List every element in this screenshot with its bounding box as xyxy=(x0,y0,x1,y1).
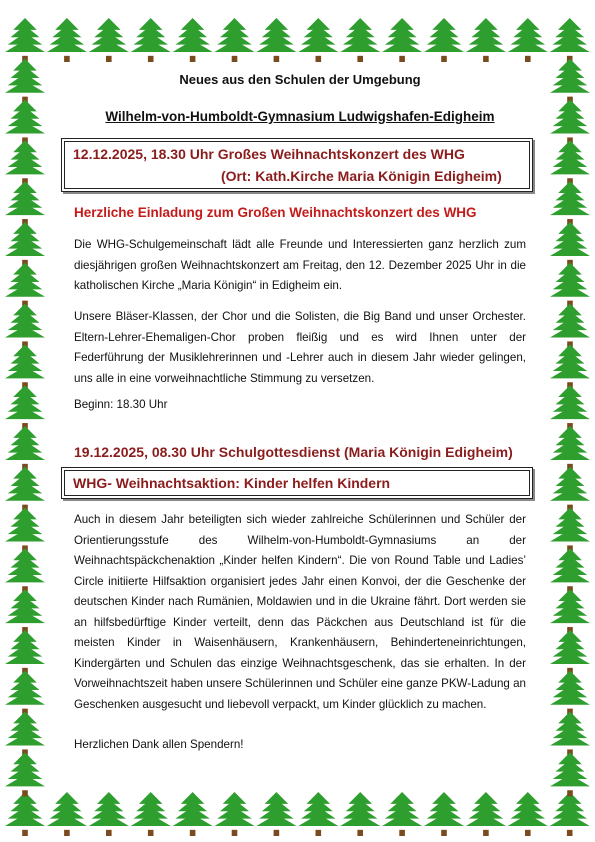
concert-paragraph-1: Die WHG-Schulgemeinschaft lädt alle Freunde und Interessierten ganz herzlich zum diesjährigen großen Weihnachtskonzert am Freitag, den 12. Dezember 2025 Uhr in die katholischen Kirche „Maria Königin“ in Edigheim ein. xyxy=(74,238,526,292)
christmas-tree-icon xyxy=(173,792,213,836)
thanks-text: Herzlichen Dank allen Spendern! xyxy=(74,738,244,751)
christmas-tree-icon xyxy=(298,18,338,62)
christmas-tree-icon xyxy=(550,18,590,62)
christmas-tree-icon xyxy=(47,18,87,62)
christmas-tree-icon xyxy=(508,792,548,836)
christmas-tree-icon xyxy=(550,589,590,633)
christmas-tree-icon xyxy=(5,671,45,715)
christmas-tree-icon xyxy=(5,100,45,144)
christmas-tree-icon xyxy=(550,140,590,184)
christmas-tree-icon xyxy=(5,263,45,307)
aktion-paragraph: Auch in diesem Jahr beteiligten sich wieder zahlreiche Schülerinnen und Schüler der Orientierungsstufe des Wilhelm-von-Humboldt-Gymnasiums an der Weihnachtspäckchenaktion „Kinder helfen Kindern“. Die von Round Table und Ladies’ Circle initiierte Hilfsaktion organisiert jedes Jahr einen Konvoi, der die Geschenke der deutschen Kinder nach Rumänien, Moldawien und in die Ukraine fährt. Dort werden sie an hilfsbedürftige Kinder verteilt, denn das Päckchen aus Deutschland ist für die meisten Kinder in Waisenhäusern, Krankenhäusern, Behinderteneinrichtungen, Kindergärten und Schulen das einzige Weihnachtsgeschenk, das sie erhalten. In der Vorweihnachtszeit haben unsere Schülerinnen und Schüler eine ganze PKW-Ladung an Geschenken ausgesucht und liebevoll verpackt, um Kinder glücklich zu machen. xyxy=(74,513,526,711)
christmas-tree-icon xyxy=(466,18,506,62)
christmas-tree-icon xyxy=(5,140,45,184)
christmas-tree-icon xyxy=(5,181,45,225)
event-location: (Ort: Kath.Kirche Maria Königin Edigheim) xyxy=(221,168,502,184)
christmas-tree-icon xyxy=(550,385,590,429)
event-service: 19.12.2025, 08.30 Uhr Schulgottesdienst (Maria Königin Edigheim) xyxy=(74,444,513,460)
christmas-tree-icon xyxy=(340,792,380,836)
christmas-tree-icon xyxy=(5,426,45,470)
christmas-tree-icon xyxy=(5,385,45,429)
christmas-tree-icon xyxy=(550,344,590,388)
christmas-tree-icon xyxy=(466,792,506,836)
christmas-tree-icon xyxy=(550,508,590,552)
christmas-tree-icon xyxy=(550,263,590,307)
christmas-tree-icon xyxy=(5,792,45,836)
christmas-tree-icon xyxy=(5,752,45,796)
christmas-tree-icon xyxy=(89,792,129,836)
christmas-tree-icon xyxy=(256,18,296,62)
christmas-tree-icon xyxy=(298,792,338,836)
christmas-tree-icon xyxy=(424,18,464,62)
christmas-tree-icon xyxy=(550,222,590,266)
christmas-tree-icon xyxy=(5,222,45,266)
event-date-title: 12.12.2025, 18.30 Uhr Großes Weihnachtskonzert des WHG xyxy=(73,146,465,162)
christmas-tree-icon xyxy=(5,630,45,674)
christmas-tree-icon xyxy=(550,181,590,225)
christmas-tree-icon xyxy=(131,792,171,836)
christmas-tree-icon xyxy=(550,100,590,144)
christmas-tree-icon xyxy=(5,344,45,388)
school-name: Wilhelm-von-Humboldt-Gymnasium Ludwigshafen-Edigheim xyxy=(105,109,495,124)
christmas-tree-icon xyxy=(173,18,213,62)
concert-heading: Herzliche Einladung zum Großen Weihnachtskonzert des WHG xyxy=(74,205,477,220)
christmas-tree-icon xyxy=(382,792,422,836)
christmas-tree-icon xyxy=(215,18,255,62)
christmas-tree-icon xyxy=(550,712,590,756)
christmas-tree-icon xyxy=(550,467,590,511)
christmas-tree-icon xyxy=(550,752,590,796)
christmas-tree-icon xyxy=(550,630,590,674)
christmas-tree-icon xyxy=(5,589,45,633)
christmas-tree-icon xyxy=(550,792,590,836)
christmas-tree-icon xyxy=(550,548,590,592)
christmas-tree-icon xyxy=(550,426,590,470)
christmas-tree-icon xyxy=(89,18,129,62)
christmas-tree-icon xyxy=(340,18,380,62)
christmas-tree-icon xyxy=(5,508,45,552)
christmas-tree-icon xyxy=(5,18,45,62)
aktion-heading: WHG- Weihnachtsaktion: Kinder helfen Kindern xyxy=(73,475,391,491)
christmas-tree-icon xyxy=(47,792,87,836)
christmas-tree-icon xyxy=(5,304,45,348)
event-box-aktion xyxy=(61,467,533,499)
christmas-tree-icon xyxy=(5,712,45,756)
christmas-tree-icon xyxy=(382,18,422,62)
christmas-tree-icon xyxy=(5,467,45,511)
concert-paragraph-2: Unsere Bläser-Klassen, der Chor und die Solisten, die Big Band und unser Orchester. Eltern-Lehrer-Ehemaligen-Chor proben fleißig und es wird Ihnen unter der Federführung der Musiklehrerinnen und -Lehrer auch in diesem Jahr wieder gelingen, uns alle in eine vorweihnachtliche Stimmung zu versetzen. xyxy=(74,310,526,385)
christmas-tree-icon xyxy=(256,792,296,836)
event-box-concert xyxy=(61,138,533,192)
christmas-tree-icon xyxy=(131,18,171,62)
christmas-tree-icon xyxy=(424,792,464,836)
christmas-tree-icon xyxy=(215,792,255,836)
christmas-tree-icon xyxy=(508,18,548,62)
concert-start-time: Beginn: 18.30 Uhr xyxy=(74,398,168,411)
christmas-tree-icon xyxy=(5,548,45,592)
christmas-tree-icon xyxy=(550,671,590,715)
christmas-tree-icon xyxy=(550,304,590,348)
page-title: Neues aus den Schulen der Umgebung xyxy=(179,72,421,87)
christmas-tree-icon xyxy=(550,59,590,103)
christmas-tree-icon xyxy=(5,59,45,103)
